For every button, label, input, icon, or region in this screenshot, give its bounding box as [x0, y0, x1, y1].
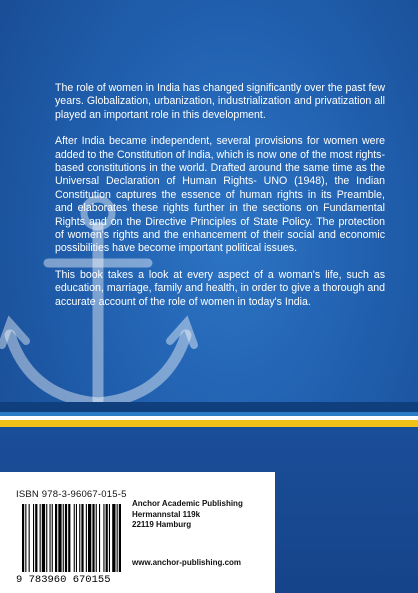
barcode-bar [103, 504, 104, 572]
publisher-name: Anchor Academic Publishing [132, 499, 243, 508]
stripe-dark [0, 402, 418, 412]
publisher-address [132, 499, 243, 531]
publisher-street: Hermannstal 119k [132, 509, 201, 519]
barcode-bar [65, 504, 67, 572]
barcode-bar [35, 504, 37, 572]
barcode-bar [63, 504, 64, 572]
barcode-bar [106, 504, 108, 572]
barcode-bar [109, 504, 110, 572]
barcode-digits: 9 783960 670155 [16, 574, 111, 584]
barcode-icon [14, 502, 122, 584]
publisher-website: www.anchor-publishing.com [132, 558, 242, 567]
description-paragraph-3: This book takes a look at every aspect of a woman's life, such as education, marriage, family and health, in order to give a thorough and accurate account of the role of women in today's India. [55, 268, 385, 308]
barcode-bar [52, 504, 53, 572]
description-paragraph-2: After India became independent, several provisions for women were added to the Constitution of India, which is now one of the most rights-based constitutions in the world. Drafted around the same time as the Universal Declaration of Human Rights- UNO (1948), the Indian Constitution captures the essence of human rights in its Preamble, and elaborates these rights further in the sections on Fundamental Rights and on the Directive Principles of State Policy. The protection of women's rights and the enhancement of their social and economic possibilities have become important political issues. [55, 135, 385, 255]
isbn-label: ISBN 978-3-96067-015-5 [16, 489, 127, 500]
barcode-bar [29, 504, 30, 572]
barcode-bar [92, 504, 94, 572]
barcode-bar [79, 504, 80, 572]
barcode-bar [58, 504, 61, 572]
barcode-bar [117, 504, 118, 572]
barcode-bar [86, 504, 87, 572]
barcode-bar [68, 504, 70, 572]
barcode-bar [119, 504, 121, 572]
barcode-bar [112, 504, 115, 572]
publisher-city: 22119 Hamburg [132, 520, 192, 529]
barcode-bar [46, 504, 47, 572]
stripe-yellow [0, 420, 418, 427]
barcode-bar [40, 504, 41, 572]
barcode-bar [74, 504, 75, 572]
barcode-bar [22, 504, 24, 572]
barcode-bar [25, 504, 26, 572]
barcode-bar [50, 504, 51, 572]
barcode-bar [42, 504, 45, 572]
barcode-bar [88, 504, 91, 572]
barcode-bar [33, 504, 34, 572]
barcode-bar [81, 504, 83, 572]
barcode-bar [76, 504, 77, 572]
description-paragraph-1: The role of women in India has changed significantly over the past few years. Globalization, urbanization, industrialization and privatization all played an important role in this development. [55, 82, 385, 121]
back-cover-text [55, 82, 385, 322]
barcode-bar [55, 504, 57, 572]
barcode-bar [96, 504, 97, 572]
barcode-bar [99, 504, 100, 572]
barcode-panel [0, 472, 275, 593]
